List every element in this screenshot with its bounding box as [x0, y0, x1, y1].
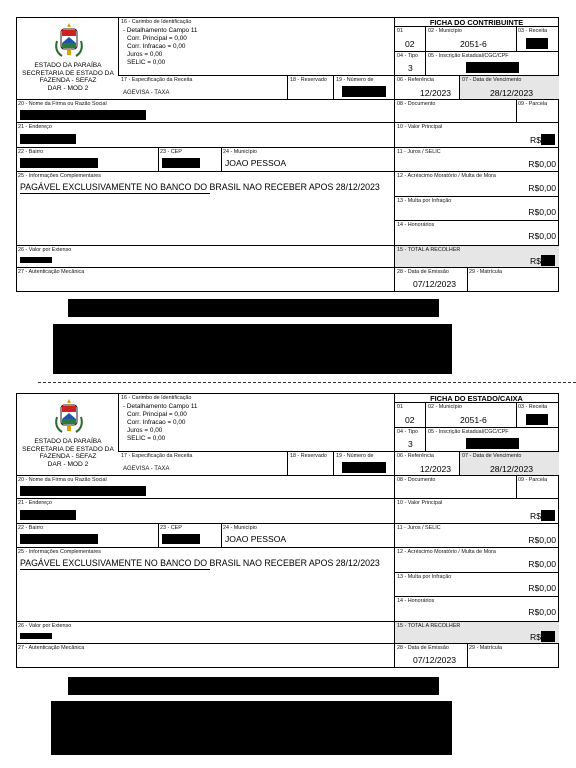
field-04-value: 3: [408, 439, 413, 449]
field-24-value: JOAO PESSOA: [225, 534, 287, 544]
field-16-label: 16 - Carimbo de Identificação: [121, 19, 192, 25]
slip-header-title: FICHA DO CONTRIBUINTE: [429, 18, 524, 27]
redacted-bairro: [20, 534, 98, 544]
field-25-label: 25 - Informações Complementares: [18, 549, 101, 555]
field-01-value: 02: [405, 39, 415, 49]
redacted-numero: [342, 86, 386, 97]
field-06-value: 12/2023: [420, 88, 452, 98]
field-01-value: 02: [405, 415, 415, 425]
field-28-value: 07/12/2023: [413, 655, 457, 665]
redacted-cep: [162, 534, 200, 544]
field-10-value: R$: [530, 511, 541, 521]
field-28-label: 28 - Data de Emissão: [397, 645, 449, 651]
stamp-line-1: - Detalhamento Campo 11: [123, 27, 198, 34]
paraiba-coat-of-arms-icon: [50, 397, 88, 435]
field-26-label: 26 - Valor por Extenso: [18, 623, 72, 629]
field-21-label: 21 - Endereço: [18, 124, 52, 130]
field-04-label: 04 - Tipo: [397, 429, 418, 435]
field-12-label: 12 - Acréscimo Moratório / Multa de Mora: [397, 173, 496, 179]
redacted-valor-principal: [541, 134, 555, 145]
redacted-total: [541, 255, 555, 266]
slip-header-title: FICHA DO ESTADO/CAIXA: [430, 394, 523, 403]
field-14-value: R$0,00: [528, 231, 556, 241]
issuer-block: [16, 438, 120, 468]
stamp-line-2: Corr. Principal = 0,00: [127, 411, 187, 418]
field-09-label: 09 - Parcela: [518, 101, 548, 107]
field-18-label: 18 - Reservado: [290, 77, 327, 83]
field-07-value: 28/12/2023: [490, 464, 534, 474]
field-04-value: 3: [408, 63, 413, 73]
field-05-label: 05 - Inscrição Estadual/CGC/CPF: [428, 429, 509, 435]
field-03-label: 03 - Receita: [518, 28, 548, 34]
field-19-label: 19 - Número de: [336, 453, 374, 459]
redacted-receita: [526, 38, 548, 49]
field-07-label: 07 - Data de Vencimento: [462, 453, 522, 459]
field-09-label: 09 - Parcela: [518, 477, 548, 483]
field-15-value: R$: [530, 256, 541, 266]
field-14-value: R$0,00: [528, 607, 556, 617]
field-17-value: AGEVISA - TAXA: [123, 90, 170, 96]
field-04-label: 04 - Tipo: [397, 53, 418, 59]
field-27-label: 27 - Autenticação Mecânica: [18, 269, 85, 275]
field-07-value: 28/12/2023: [490, 88, 534, 98]
field-11-value: R$0,00: [528, 159, 556, 169]
redacted-cep: [162, 158, 200, 168]
issuer-state: ESTADO DA PARAÍBA: [34, 62, 102, 69]
field-08-label: 08 - Documento: [397, 101, 436, 107]
issuer-department: FAZENDA - SEFAZ: [39, 77, 97, 85]
field-25-label: 25 - Informações Complementares: [18, 173, 101, 179]
redacted-inscricao: [466, 62, 519, 73]
field-29-label: 29 - Matrícula: [469, 269, 502, 275]
field-13-label: 13 - Multa por Infração: [397, 198, 452, 204]
field-20-label: 20 - Nome da Firma ou Razão Social: [18, 477, 107, 483]
issuer-secretariat: SECRETARIA DE ESTADO DA: [22, 445, 114, 453]
field-07-label: 07 - Data de Vencimento: [462, 77, 522, 83]
redacted-numero: [342, 462, 386, 473]
redacted-barcode: [51, 701, 452, 755]
redacted-inscricao: [466, 438, 519, 449]
field-06-label: 06 - Referência: [397, 77, 434, 83]
field-01-label: 01: [397, 28, 403, 34]
field-22-label: 22 - Bairro: [18, 525, 44, 531]
redacted-total: [541, 631, 555, 642]
field-11-label: 11 - Juros / SELIC: [397, 525, 441, 531]
redacted-valor-principal: [541, 510, 555, 521]
redacted-razao-social: [20, 110, 146, 120]
issuer-state: ESTADO DA PARAÍBA: [34, 438, 102, 445]
field-13-value: R$0,00: [528, 207, 556, 217]
field-02-value: 2051-6: [460, 39, 487, 49]
stamp-line-4: Juros = 0,00: [127, 51, 163, 58]
field-25-value: PAGÁVEL EXCLUSIVAMENTE NO BANCO DO BRASIL NAO RECEBER APOS 28/12/2023: [20, 558, 380, 568]
field-11-value: R$0,00: [528, 535, 556, 545]
field-15-label: 15 - TOTAL A RECOLHER: [397, 247, 461, 253]
form-model: DAR - MOD 2: [47, 460, 89, 468]
field-26-label: 26 - Valor por Extenso: [18, 247, 72, 253]
field-23-label: 23 - CEP: [160, 149, 182, 155]
redacted-digitable-line: [68, 299, 439, 317]
field-21-label: 21 - Endereço: [18, 500, 52, 506]
cut-line: [38, 382, 576, 383]
field-28-value: 07/12/2023: [413, 279, 457, 289]
field-08-label: 08 - Documento: [397, 477, 436, 483]
field-19-label: 19 - Número de: [336, 77, 374, 83]
issuer-block: [16, 62, 120, 92]
redacted-endereco: [20, 134, 76, 144]
redacted-barcode: [53, 324, 452, 374]
stamp-line-5: SELIC = 0,00: [127, 435, 166, 442]
field-27-label: 27 - Autenticação Mecânica: [18, 645, 85, 651]
field-28-label: 28 - Data de Emissão: [397, 269, 449, 275]
stamp-line-5: SELIC = 0,00: [127, 59, 166, 66]
field-17-value: AGEVISA - TAXA: [123, 466, 170, 472]
field-14-label: 14 - Honorários: [397, 222, 435, 228]
field-12-label: 12 - Acréscimo Moratório / Multa de Mora: [397, 549, 496, 555]
field-10-label: 10 - Valor Principal: [397, 500, 443, 506]
stamp-line-2: Corr. Principal = 0,00: [127, 35, 187, 42]
field-24-value: JOAO PESSOA: [225, 158, 287, 168]
redacted-razao-social: [20, 486, 146, 496]
issuer-secretariat: SECRETARIA DE ESTADO DA: [22, 69, 114, 77]
field-15-value: R$: [530, 632, 541, 642]
form-model: DAR - MOD 2: [47, 84, 89, 92]
redacted-receita: [526, 414, 548, 425]
field-29-label: 29 - Matrícula: [469, 645, 502, 651]
redacted-endereco: [20, 510, 76, 520]
field-12-value: R$0,00: [528, 183, 556, 193]
field-14-label: 14 - Honorários: [397, 598, 435, 604]
redacted-digitable-line: [68, 677, 439, 695]
stamp-line-4: Juros = 0,00: [127, 427, 163, 434]
field-02-label: 02 - Município: [428, 28, 462, 34]
field-13-label: 13 - Multa por Infração: [397, 574, 452, 580]
field-25-value: PAGÁVEL EXCLUSIVAMENTE NO BANCO DO BRASIL NAO RECEBER APOS 28/12/2023: [20, 182, 380, 192]
redacted-valor-extenso: [20, 633, 52, 639]
field-20-label: 20 - Nome da Firma ou Razão Social: [18, 101, 107, 107]
field-24-label: 24 - Município: [223, 149, 257, 155]
redacted-bairro: [20, 158, 98, 168]
field-18-label: 18 - Reservado: [290, 453, 327, 459]
field-17-label: 17 - Especificação da Receita: [121, 77, 193, 83]
field-22-label: 22 - Bairro: [18, 149, 44, 155]
field-24-label: 24 - Município: [223, 525, 257, 531]
field-23-label: 23 - CEP: [160, 525, 182, 531]
field-17-label: 17 - Especificação da Receita: [121, 453, 193, 459]
paraiba-coat-of-arms-icon: [50, 21, 88, 59]
field-06-label: 06 - Referência: [397, 453, 434, 459]
field-10-label: 10 - Valor Principal: [397, 124, 443, 130]
field-11-label: 11 - Juros / SELIC: [397, 149, 441, 155]
stamp-line-1: - Detalhamento Campo 11: [123, 403, 198, 410]
field-01-label: 01: [397, 404, 403, 410]
field-02-value: 2051-6: [460, 415, 487, 425]
field-13-value: R$0,00: [528, 583, 556, 593]
stamp-line-3: Corr. Infracao = 0,00: [127, 43, 186, 50]
field-10-value: R$: [530, 135, 541, 145]
field-02-label: 02 - Município: [428, 404, 462, 410]
field-16-label: 16 - Carimbo de Identificação: [121, 395, 192, 401]
field-05-label: 05 - Inscrição Estadual/CGC/CPF: [428, 53, 509, 59]
field-06-value: 12/2023: [420, 464, 452, 474]
redacted-valor-extenso: [20, 257, 52, 263]
issuer-department: FAZENDA - SEFAZ: [39, 453, 97, 461]
field-15-label: 15 - TOTAL A RECOLHER: [397, 623, 461, 629]
stamp-line-3: Corr. Infracao = 0,00: [127, 419, 186, 426]
field-03-label: 03 - Receita: [518, 404, 548, 410]
field-12-value: R$0,00: [528, 559, 556, 569]
